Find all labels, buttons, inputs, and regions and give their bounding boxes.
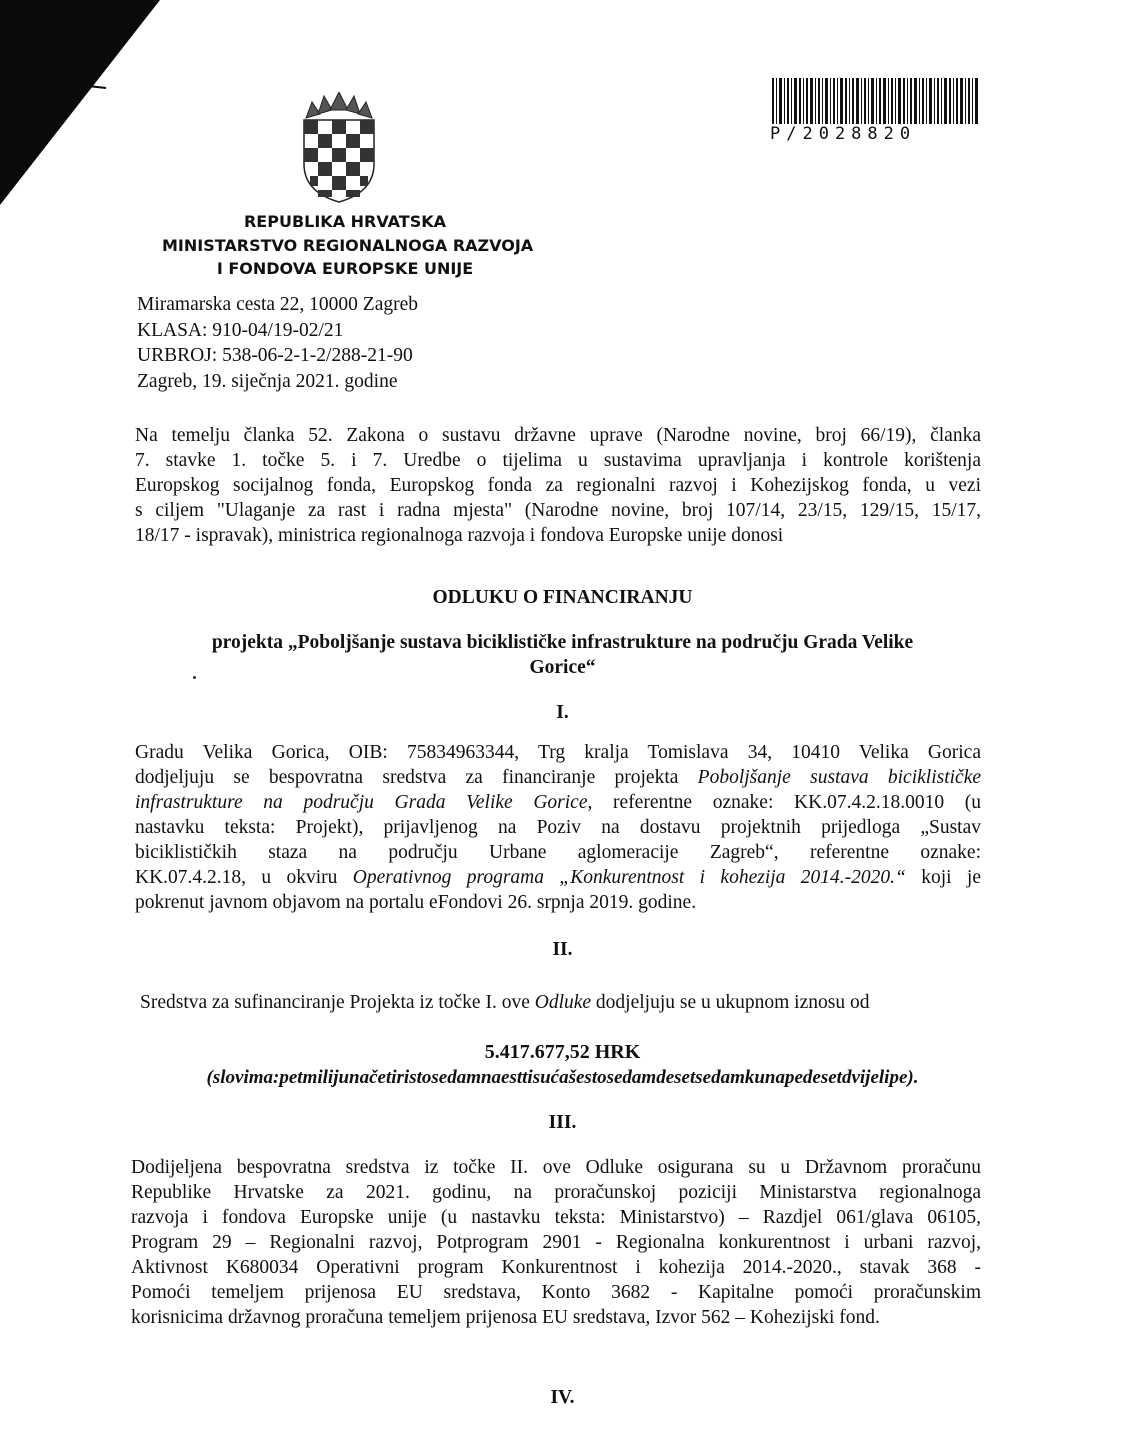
address-street: Miramarska cesta 22, 10000 Zagreb (137, 294, 419, 315)
header-ministry-2: I FONDOVA EUROPSKE UNIJE (216, 259, 474, 278)
section-3-line: Aktivnost K680034 Operativni program Konkurentnost i kohezija 2014.-2020., stavak 368 - (131, 1257, 981, 1278)
header-ministry: MINISTARSTVO REGIONALNOGA RAZVOJA (162, 236, 534, 255)
project-title: projekta „Poboljšanje sustava biciklističke infrastrukture na području Grada Velike (211, 632, 914, 653)
section-1-line: Gradu Velika Gorica, OIB: 75834963344, Trg kralja Tomislava 34, 10410 Velika Gorica (135, 742, 981, 763)
intro-line: 7. stavke 1. točke 5. i 7. Uredbe o tijelima u sustavima upravljanja i kontrole korištenja (135, 450, 981, 471)
section-1-paragraph (135, 740, 981, 915)
section-3-line: Program 29 – Regionalni razvoj, Potprogram 2901 - Regionalna konkurentnost i urbani razvoj, (131, 1232, 981, 1253)
section-1-line: infrastrukture na području Grada Velike Gorice, referentne oznake: KK.07.4.2.18.0010 (u (135, 792, 981, 813)
decision-title: ODLUKU O FINANCIRANJU (432, 587, 693, 608)
header-country: REPUBLIKA HRVATSKA (243, 212, 447, 231)
section-heading-2: II. (552, 939, 573, 960)
address-urbroj: URBROJ: 538-06-2-1-2/288-21-90 (137, 345, 413, 366)
intro-line: Europskog socijalnog fonda, Europskog fonda za regionalni razvoj i Kohezijskog fonda, u vezi (135, 475, 981, 496)
intro-paragraph (135, 423, 981, 548)
project-title-2: Gorice“ (529, 657, 596, 678)
intro-line: s ciljem "Ulaganje za rast i radna mjesta" (Narodne novine, broj 107/14, 23/15, 129/15, 15/17, (135, 500, 981, 521)
section-1-line: dodjeljuju se bespovratna sredstva za financiranje projekta Poboljšanje sustava biciklističke (135, 767, 981, 788)
amount-value: 5.417.677,52 HRK (484, 1041, 641, 1063)
section-3-line: korisnicima državnog proračuna temeljem prijenosa EU sredstava, Izvor 562 – Kohezijski fond. (131, 1307, 880, 1328)
barcode-number: P/2028820 (770, 124, 982, 144)
croatian-coat-of-arms-icon (302, 92, 376, 204)
address-date: Zagreb, 19. siječnja 2021. godine (137, 370, 398, 392)
scan-speck (193, 676, 196, 679)
intro-line: 18/17 - ispravak), ministrica regionalnoga razvoja i fondova Europske unije donosi (135, 525, 784, 546)
section-1-line: nastavku teksta: Projekt), prijavljenog na Poziv na dostavu projektnih prijedloga „Sustav (135, 817, 981, 838)
section-3-line: Pomoći temeljem prijenosa EU sredstava, Konto 3682 - Kapitalne pomoći proračunskim (131, 1282, 981, 1303)
section-3-paragraph (131, 1155, 981, 1330)
section-3-line: Republike Hrvatske za 2021. godinu, na proračunskoj poziciji Ministarstva regionalnoga (131, 1182, 981, 1203)
section-heading-3: III. (548, 1112, 577, 1133)
section-1-line: biciklističkih staza na području Urbane aglomeracije Zagreb“, referentne oznake: (135, 842, 981, 863)
section-3-line: razvoja i fondova Europske unije (u nastavku teksta: Ministarstvo) – Razdjel 061/glava 06105, (131, 1207, 981, 1228)
address-block (137, 292, 418, 394)
section-1-line: pokrenut javnom objavom na portalu eFondovi 26. srpnja 2019. godine. (135, 892, 697, 913)
amount-in-words: (slovima:petmilijunačetiristosedamnaesttisućašestosedamdesetsedamkunapedesetdvijelipe). (206, 1067, 919, 1088)
intro-line: Na temelju članka 52. Zakona o sustavu državne uprave (Narodne novine, broj 66/19), članka (135, 425, 981, 446)
section-2-text: Sredstva za sufinanciranje Projekta iz točke I. ove Odluke dodjeljuju se u ukupnom iznosu od (140, 992, 870, 1013)
section-heading-4: IV. (550, 1387, 575, 1408)
address-klasa: KLASA: 910-04/19-02/21 (137, 319, 344, 341)
section-heading-1: I. (556, 702, 569, 723)
section-1-line: KK.07.4.2.18, u okviru Operativnog programa „Konkurentnost i kohezija 2014.-2020.“ koji je (135, 867, 981, 888)
section-3-line: Dodijeljena bespovratna sredstva iz točke II. ove Odluke osigurana su u Državnom proračunu (131, 1157, 981, 1178)
